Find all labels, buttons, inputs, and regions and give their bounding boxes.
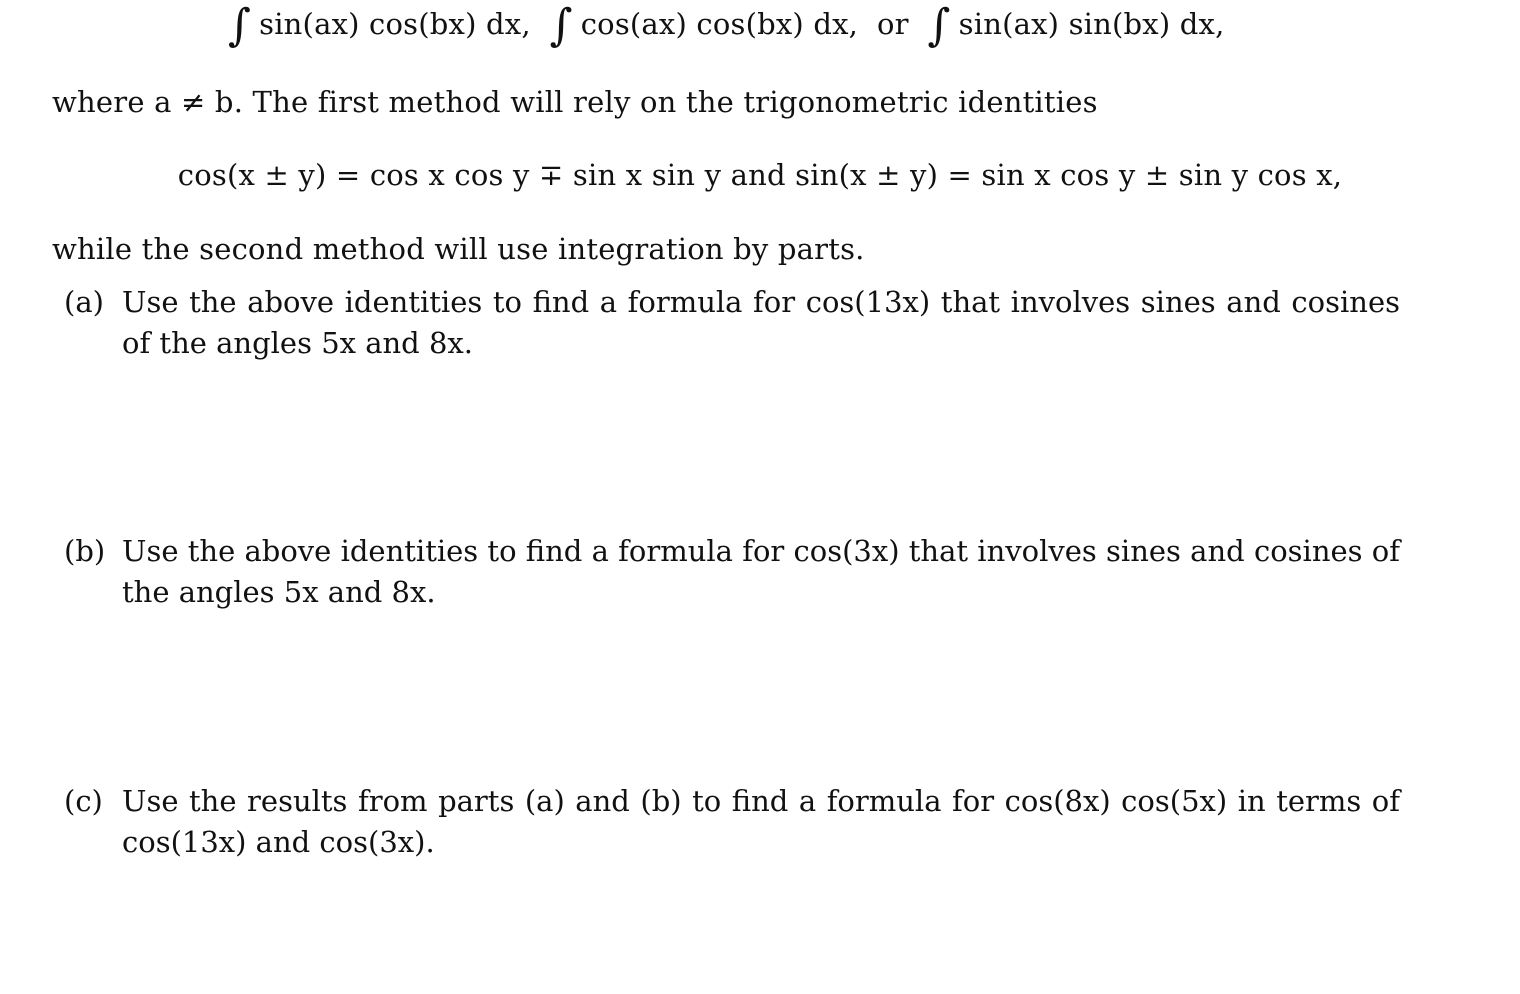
part-c-text: Use the results from parts (a) and (b) to find a formula for cos(8x) cos(5x) in terms of cos(13x) and cos(3x). [122,784,1400,859]
integrals-equation [228,0,1225,51]
part-b-label: (b) [64,534,106,568]
integral-symbol-3: ∫ [927,0,951,51]
integral-first: sin(ax) cos(bx) dx, [259,7,531,41]
intro-line-1: where a ≠ b. The first method will rely on the trigonometric identities [52,85,1098,119]
part-b-text: Use the above identities to find a formula for cos(3x) that involves sines and cosines of the angles 5x and 8x. [122,534,1400,609]
identities-equation: cos(x ± y) = cos x cos y ∓ sin x sin y and sin(x ± y) = sin x cos y ± sin y cos x, [177,158,1343,192]
part-b [64,531,1400,613]
integral-or: or [876,7,909,41]
part-a [64,282,1400,364]
intro-line-2: while the second method will use integration by parts. [52,232,865,266]
integral-symbol-2: ∫ [549,0,573,51]
part-a-label: (a) [64,285,104,319]
part-a-text: Use the above identities to find a formula for cos(13x) that involves sines and cosines of the angles 5x and 8x. [122,285,1400,360]
part-c [64,781,1400,863]
integral-third: sin(ax) sin(bx) dx, [958,7,1225,41]
integral-second: cos(ax) cos(bx) dx, [580,7,859,41]
integral-symbol-1: ∫ [228,0,252,51]
part-c-label: (c) [64,784,103,818]
